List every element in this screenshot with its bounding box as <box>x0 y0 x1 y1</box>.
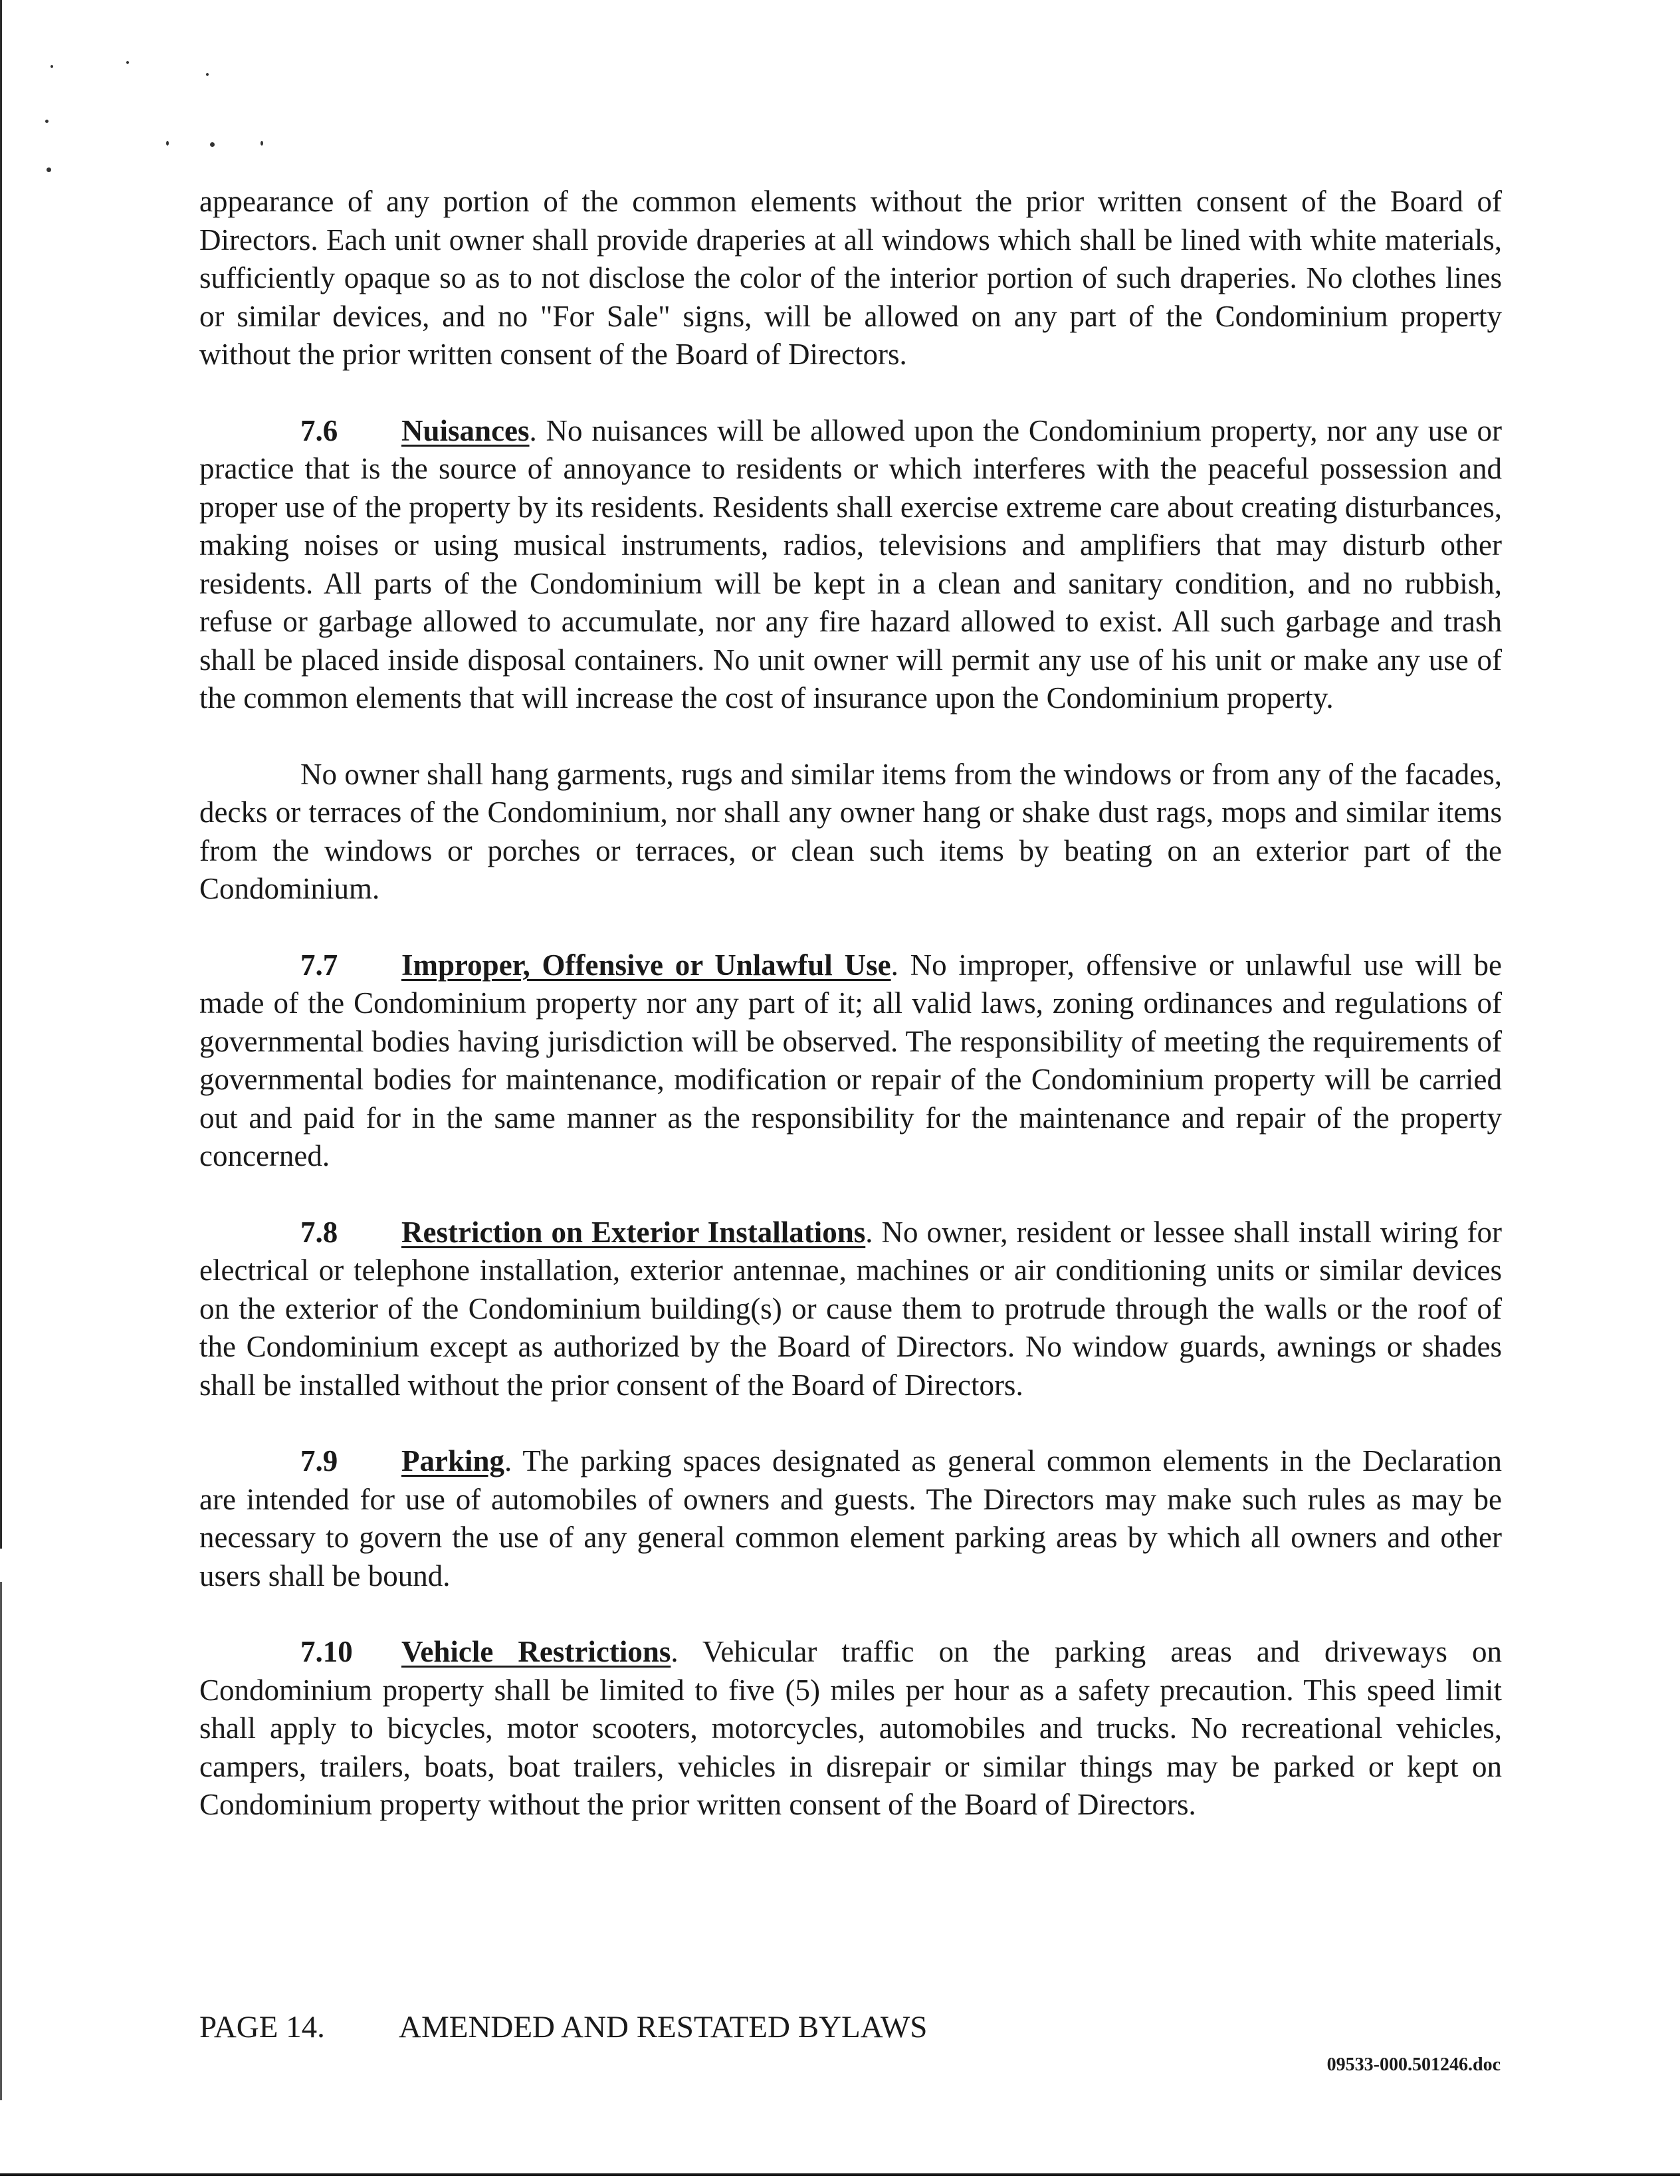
section-7-10 <box>199 1633 1502 1824</box>
section-body: . No nuisances will be allowed upon the Condominium property, nor any use or practice that is the source of annoyance to residents or which interferes with the peaceful possession and proper use of the property by its residents. Residents shall exercise extreme care about creating disturbances, making noises or using musical instruments, radios, televisions and amplifiers that may disturb other residents. All parts of the Condominium will be kept in a clean and sanitary condition, and no rubbish, refuse or garbage allowed to accumulate, nor any fire hazard allowed to exist. All such garbage and trash shall be placed inside disposal containers. No unit owner will permit any use of his unit or make any use of the common elements that will increase the cost of insurance upon the Condominium property. <box>199 413 1502 714</box>
section-7-6-continuation: No owner shall hang garments, rugs and similar items from the windows or from any of the facades, decks or terraces of the Condominium, nor shall any owner hang or shake dust rags, mops and similar items from the windows or porches or terraces, or clean such items by beating on an exterior part of the Condominium. <box>199 757 1502 905</box>
document-id: 09533-000.501246.doc <box>1326 2054 1501 2075</box>
scan-speck <box>166 141 169 146</box>
document-title: AMENDED AND RESTATED BYLAWS <box>399 2010 928 2044</box>
document-body <box>199 183 1502 1824</box>
page-number: PAGE 14. <box>199 2010 325 2044</box>
section-number: 7.6 <box>300 413 338 447</box>
section-7-9 <box>199 1442 1502 1595</box>
section-number: 7.9 <box>300 1444 338 1477</box>
section-body: . Vehicular traffic on the parking areas and driveways on Condominium property shall be limited to five (5) miles per hour as a safety precaution. This speed limit shall apply to bicycles, motor scooters, motorcycles, automobiles and trucks. No recreational vehicles, campers, trailers, boats, boat trailers, vehicles in disrepair or similar things may be parked or kept on Condominium property without the prior written consent of the Board of Directors. <box>199 1635 1502 1821</box>
section-body: . No improper, offensive or unlawful use will be made of the Condominium property nor any part of it; all valid laws, zoning ordinances and regulations of governmental bodies having jurisdiction will be observed. The responsibility of meeting the requirements of governmental bodies for maintenance, modification or repair of the Condominium property will be carried out and paid for in the same manner as the responsibility for the maintenance and repair of the property concerned. <box>199 948 1502 1172</box>
page-footer <box>199 2007 927 2047</box>
section-body: . No owner, resident or lessee shall install wiring for electrical or telephone installation, exterior antennae, machines or air conditioning units or similar devices on the exterior of the Condominium building(s) or cause them to protrude through the walls or the roof of the Condominium except as authorized by the Board of Directors. No window guards, awnings or shades shall be installed without the prior consent of the Board of Directors. <box>199 1215 1502 1402</box>
section-heading: Nuisances <box>401 413 530 447</box>
scan-speck <box>45 120 49 123</box>
section-heading: Improper, Offensive or Unlawful Use <box>401 948 891 982</box>
section-7-8 <box>199 1214 1502 1405</box>
section-7-6 <box>199 412 1502 718</box>
scan-speck <box>47 167 51 172</box>
section-7-7 <box>199 946 1502 1176</box>
scan-speck <box>206 73 209 76</box>
scan-speck <box>210 142 215 147</box>
section-heading: Parking <box>401 1444 505 1477</box>
section-number: 7.8 <box>300 1215 338 1249</box>
section-body: . The parking spaces designated as general common elements in the Declaration are intended for use of automobiles of owners and guests. The Directors may make such rules as may be necessary to govern the use of any general common element parking areas by which all owners and other users shall be bound. <box>199 1444 1502 1592</box>
scan-speck <box>51 65 53 68</box>
scan-left-edge-lower <box>0 1582 2 2100</box>
section-heading: Restriction on Exterior Installations <box>401 1215 866 1249</box>
section-number: 7.7 <box>300 948 338 982</box>
scan-left-edge <box>0 0 2 1549</box>
scan-bottom-edge <box>0 2173 1680 2176</box>
section-heading: Vehicle Restrictions <box>401 1635 671 1668</box>
scan-speck <box>126 61 129 64</box>
section-number: 7.10 <box>300 1635 353 1668</box>
intro-paragraph: appearance of any portion of the common elements without the prior written consent of the Board of Directors. Each unit owner shall provide draperies at all windows which shall be lined with white materials, sufficiently opaque so as to not disclose the color of the interior portion of such draperies. No clothes lines or similar devices, and no "For Sale" signs, will be allowed on any part of the Condominium property without the prior written consent of the Board of Directors. <box>199 185 1502 371</box>
scan-speck <box>261 141 263 146</box>
